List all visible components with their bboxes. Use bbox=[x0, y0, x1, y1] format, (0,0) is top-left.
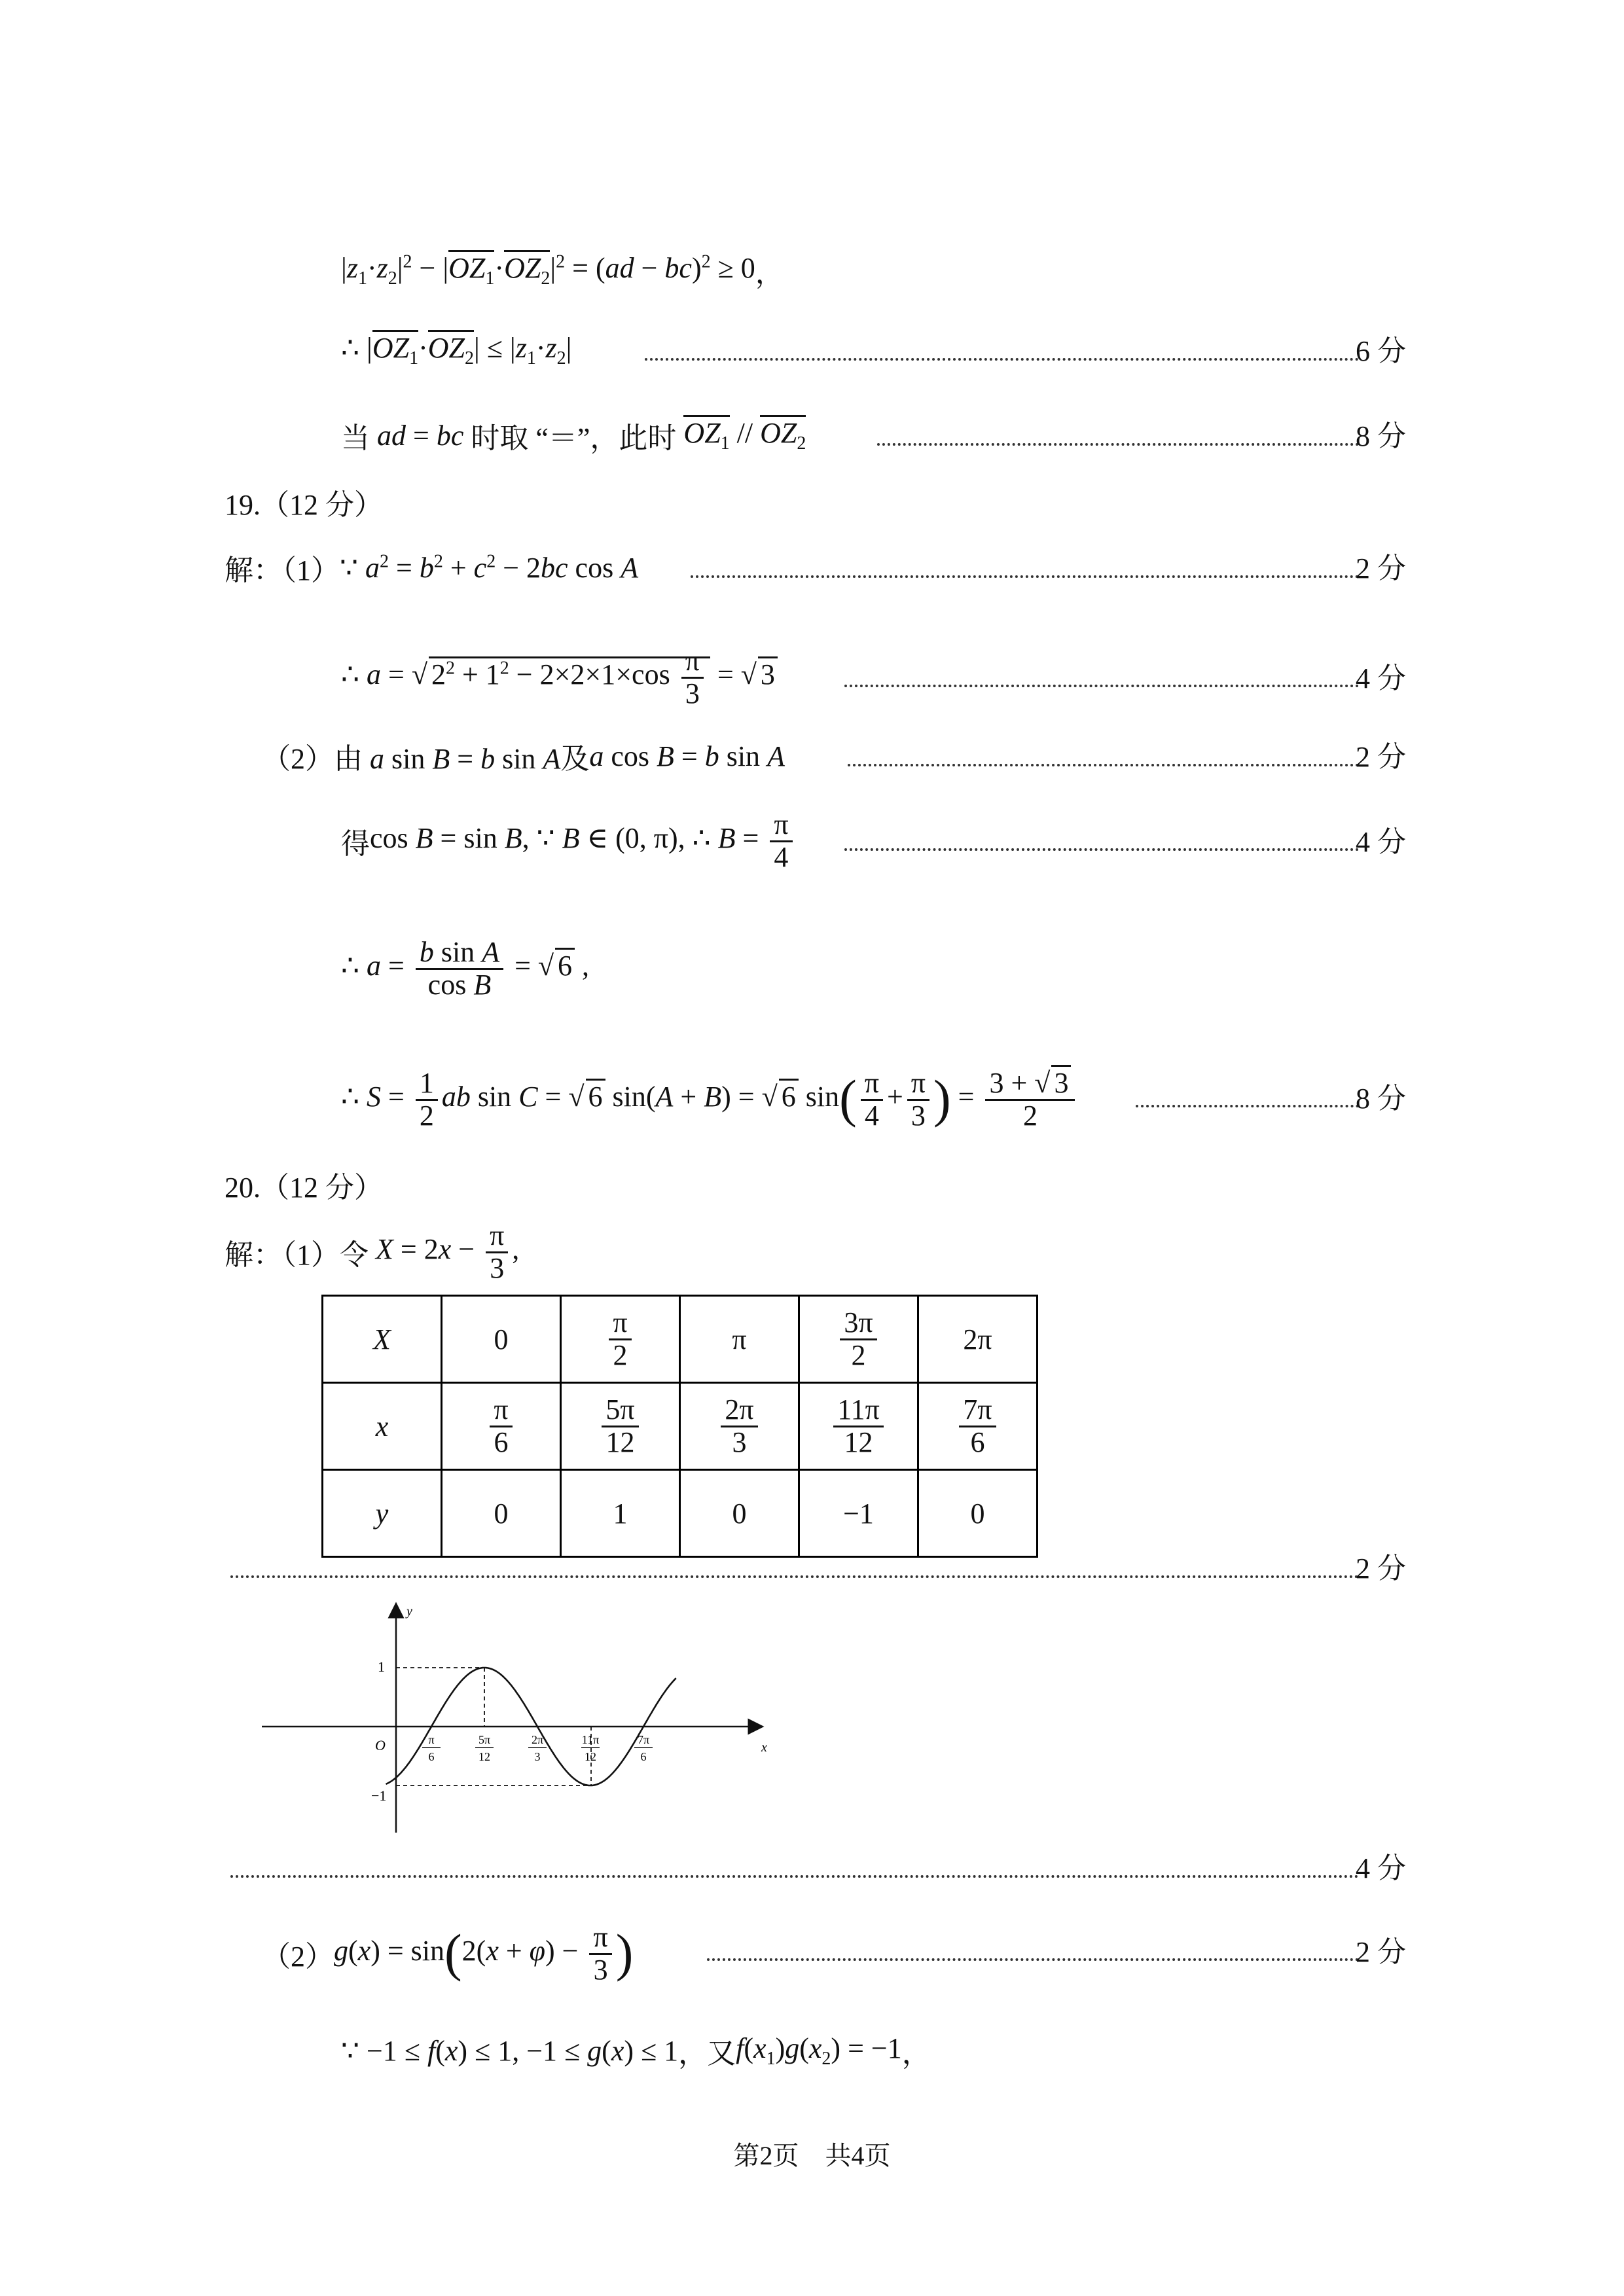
x-axis-label: x bbox=[761, 1740, 767, 1755]
table-cell: $\frac{3\pi}{2}$ bbox=[799, 1296, 918, 1383]
table-cell: −1 bbox=[799, 1470, 918, 1557]
dot-leader bbox=[691, 575, 1359, 578]
x-tick-numerator: 5π bbox=[478, 1733, 491, 1746]
origin-label: O bbox=[375, 1737, 386, 1753]
y-tick-neg1: −1 bbox=[371, 1787, 387, 1804]
score-label: 2 分 bbox=[1356, 1936, 1406, 1968]
eq-line-modulus-diff: $|z_1\cdot z_2|^2 - |OZ_1\cdot OZ_2|^2 = (ad - bc)^2 \ge 0$ ， bbox=[0, 241, 1624, 300]
page-footer bbox=[0, 2135, 1624, 2172]
row-label-x: x bbox=[323, 1383, 442, 1470]
table-cell: 2π bbox=[918, 1296, 1038, 1383]
dot-leader bbox=[877, 443, 1359, 446]
x-tick-denominator: 3 bbox=[534, 1750, 541, 1763]
page-number: 第2页 bbox=[733, 2141, 799, 2170]
q19-part1-result: ∴ a = √ $2^2 + 1^2 - 2\times 2\times 1\times\cos$ $\frac{\pi}{3}$ = √ 3 4 分 bbox=[341, 645, 1406, 709]
question-20-heading: 20.（12 分） bbox=[225, 1172, 383, 1204]
dot-leader bbox=[844, 848, 1359, 851]
row-label-y: y bbox=[323, 1470, 442, 1557]
q20-part2-bounds: ∵ −1 ≤ f(x) ≤ 1, −1 ≤ g(x) ≤ 1 ，又 $f(x_1)g(x_2) = -1$ ， bbox=[341, 2032, 931, 2070]
score-label: 4 分 bbox=[1356, 1852, 1406, 1884]
eq-line-inequality: ∴ $|OZ_1\cdot OZ_2| \le |z_1\cdot z_2|$ 6 分 bbox=[0, 321, 1624, 380]
table-cell: $\frac{2\pi}{3}$ bbox=[680, 1383, 799, 1470]
x-tick-denominator: 6 bbox=[428, 1750, 435, 1763]
q19-part2-given: （2） 由 a sin B = b sin A 及 a cos B = b sin A 2 分 bbox=[0, 726, 1624, 785]
table-cell: $\frac{11\pi}{12}$ bbox=[799, 1383, 918, 1470]
page-total: 共4页 bbox=[825, 2141, 891, 2170]
dot-leader bbox=[707, 1958, 1359, 1961]
table-cell: $\frac{5\pi}{12}$ bbox=[561, 1383, 680, 1470]
q20-part1-substitution: 解：（1）令 X = 2x − $\frac{\pi}{3}$ , bbox=[225, 1219, 520, 1284]
table-row bbox=[323, 1383, 1038, 1470]
score-label: 4 分 bbox=[1356, 662, 1406, 694]
score-line-table bbox=[0, 1538, 1624, 1597]
table-row bbox=[323, 1296, 1038, 1383]
y-axis-label: y bbox=[406, 1604, 412, 1619]
eq-line-equality-case: 当 ad = bc 时取 “＝”，此时 $OZ_1 // OZ_2$ 8 分 bbox=[0, 406, 1624, 465]
table-cell: π bbox=[680, 1296, 799, 1383]
table-cell: 0 bbox=[680, 1470, 799, 1557]
score-label: 4 分 bbox=[1356, 826, 1406, 858]
x-tick-denominator: 6 bbox=[640, 1750, 647, 1763]
x-tick-label bbox=[581, 1733, 600, 1763]
score-label: 2 分 bbox=[1356, 741, 1406, 773]
score-label: 8 分 bbox=[1356, 420, 1406, 452]
q19-part2-side-a: ∴ a = $\frac{\text{b sin A}}{\text{cos B}}$ = √ 6 , bbox=[341, 936, 590, 1001]
q19-part2-angle-B: 得 cos B = sin B, ∵ B ∈ (0, π), ∴ B = $\frac{\pi}{4}$ 4 分 bbox=[341, 808, 1406, 873]
q19-part1-law-of-cosines: 解：（1） ∵ $a^2 = b^2 + c^2 - 2bc$ cos A 2 分 bbox=[0, 538, 1624, 597]
x-tick-denominator: 12 bbox=[478, 1750, 490, 1763]
dot-leader bbox=[230, 1575, 1359, 1578]
x-tick-label bbox=[475, 1733, 494, 1763]
x-tick-numerator: π bbox=[428, 1733, 435, 1746]
table-cell: $\frac{\pi}{2}$ bbox=[561, 1296, 680, 1383]
sine-graph bbox=[259, 1597, 782, 1846]
x-tick-numerator: 7π bbox=[637, 1733, 650, 1746]
score-label: 2 分 bbox=[1356, 1552, 1406, 1585]
dot-leader bbox=[645, 358, 1359, 361]
table-cell: $\frac{7\pi}{6}$ bbox=[918, 1383, 1038, 1470]
value-table bbox=[321, 1295, 1038, 1558]
q20-part2-g: （2） g(x) = sin(2(x + φ) − $\frac{\pi}{3}$ ) 2 分 bbox=[262, 1921, 1406, 1986]
score-label: 2 分 bbox=[1356, 552, 1406, 584]
table-cell: 0 bbox=[442, 1470, 561, 1557]
table-cell: 0 bbox=[442, 1296, 561, 1383]
table-cell: 0 bbox=[918, 1470, 1038, 1557]
x-tick-numerator: 2π bbox=[531, 1733, 544, 1746]
table-cell: 1 bbox=[561, 1470, 680, 1557]
score-label: 8 分 bbox=[1356, 1083, 1406, 1115]
score-label: 6 分 bbox=[1356, 335, 1406, 367]
dot-leader bbox=[230, 1875, 1359, 1878]
score-line-graph bbox=[0, 1838, 1624, 1897]
x-tick-numerator: 11π bbox=[581, 1733, 600, 1746]
q19-part2-area: ∴ S = $\frac{1}{2}$ ab sin C = √ 6 sin(A + B) = √ 6 sin( $\frac{\pi}{4}$ + $\frac{\pi}{3}$ ) = $\frac{3 + √ 3}{2}$ 8 分 bbox=[0, 1060, 1624, 1139]
dot-leader bbox=[844, 685, 1359, 687]
y-tick-1: 1 bbox=[378, 1659, 385, 1675]
dot-leader bbox=[1136, 1105, 1359, 1107]
x-tick-denominator: 12 bbox=[585, 1750, 596, 1763]
x-tick-labels bbox=[422, 1733, 653, 1763]
dot-leader bbox=[848, 764, 1359, 766]
row-label-X: X bbox=[323, 1296, 442, 1383]
question-19-heading: 19.（12 分） bbox=[225, 489, 383, 521]
table-cell: $\frac{\pi}{6}$ bbox=[442, 1383, 561, 1470]
